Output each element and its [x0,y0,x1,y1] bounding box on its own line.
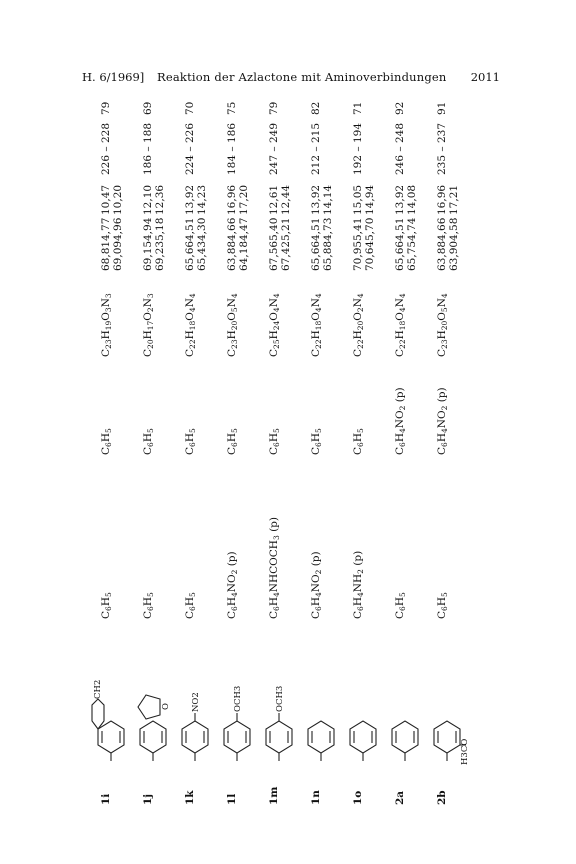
structure-cell [258,655,303,765]
yield-percent: 69 [142,101,154,115]
molecular-formula: $C_{23}H_{20}O_5N_4$ [436,293,449,357]
nitrogen-values: 15,05 14,94 [352,184,376,215]
substituent-label: OCH3 [233,685,243,712]
yield-percent: 79 [268,101,280,115]
hydrogen-values: 4,94 5,18 [142,217,166,241]
substituent-r1: $C_6H_4NO_2$ (p) [310,551,323,619]
hydrogen-values: 5,40 5,21 [268,217,292,241]
yield-percent: 75 [226,101,238,115]
yield-percent: 71 [352,101,364,115]
carbon-values: 63,88 64,18 [226,240,250,271]
substituent-label: H3CO [460,738,470,765]
melting-point: 235 – 237 [436,122,448,175]
carbon-values: 69,15 69,23 [142,240,166,271]
melting-point: 212 – 215 [310,122,322,175]
nitrogen-values: 13,92 14,23 [184,184,208,215]
compound-id: 1m [268,786,280,805]
compound-id: 1o [352,790,364,805]
substituent-r1: $C_6H_4NO_2$ (p) [226,551,239,619]
molecular-formula: $C_{22}H_{18}O_4N_4$ [184,293,197,357]
melting-point: 226 – 228 [100,122,112,175]
compound-id: 1k [184,790,196,805]
molecular-formula: $C_{20}H_{17}O_2N_3$ [142,293,155,357]
structure-cell [300,655,345,765]
substituent-label: NO2 [191,692,201,712]
carbon-values: 65,66 65,88 [310,240,334,271]
hydrogen-values: 4,51 4,30 [184,217,208,241]
nitrogen-values: 12,10 12,36 [142,184,166,215]
structure-drawing [90,655,132,765]
hydrogen-values: 4,51 4,74 [394,217,418,241]
carbon-values: 68,81 69,09 [100,240,124,271]
substituent-r1: $C_6H_5$ [184,592,197,619]
structure-drawing [216,655,258,765]
melting-point: 192 – 194 [352,122,364,175]
substituent-r1: $C_6H_5$ [394,592,407,619]
substituent-r2: $C_6H_5$ [268,428,281,455]
substituent-r2: $C_6H_5$ [310,428,323,455]
nitrogen-values: 10,47 10,20 [100,184,124,215]
substituent-r1: $C_6H_5$ [142,592,155,619]
structure-drawing [384,655,426,765]
compound-id: 1j [142,793,154,805]
table-row [436,85,476,805]
melting-point: 224 – 226 [184,122,196,175]
carbon-values: 67,56 67,42 [268,240,292,271]
molecular-formula: $C_{22}H_{18}O_4N_4$ [394,293,407,357]
structure-drawing [132,655,174,765]
substituent-r2: $C_6H_5$ [226,428,239,455]
journal-issue: H. 6/1969] [82,70,145,84]
substituent-r2: $C_6H_5$ [184,428,197,455]
hydrogen-values: 4,66 4,47 [226,217,250,241]
substituent-label: CH2 [93,679,103,699]
substituent-r2: $C_6H_5$ [352,428,365,455]
substituent-r2: $C_6H_4NO_2$ (p) [394,387,407,455]
molecular-formula: $C_{25}H_{24}O_4N_4$ [268,293,281,357]
compound-id: 1l [226,793,238,805]
structure-drawing [300,655,342,765]
structure-drawing [258,655,300,765]
substituent-r1: $C_6H_5$ [100,592,113,619]
compound-id: 2b [436,790,448,805]
compound-id: 2a [394,790,406,805]
carbon-values: 65,66 65,43 [184,240,208,271]
substituent-label: OCH3 [275,685,285,712]
carbon-values: 70,95 70,64 [352,240,376,271]
substituent-r1: $C_6H_4NHCOCH_3$ (p) [268,516,281,619]
substituent-r2: $C_6H_5$ [100,428,113,455]
running-title: Reaktion der Azlactone mit Aminoverbindungen [157,70,447,84]
structure-drawing [174,655,216,765]
carbon-values: 63,88 63,90 [436,240,460,271]
carbon-values: 65,66 65,75 [394,240,418,271]
substituent-r1: $C_6H_5$ [436,592,449,619]
nitrogen-values: 16,96 17,21 [436,184,460,215]
hydrogen-values: 4,66 4,58 [436,217,460,241]
structure-cell [90,655,135,765]
molecular-formula: $C_{22}H_{18}O_4N_4$ [310,293,323,357]
melting-point: 184 – 186 [226,122,238,175]
molecular-formula: $C_{23}H_{20}O_5N_4$ [226,293,239,357]
melting-point: 246 – 248 [394,122,406,175]
structure-cell [384,655,429,765]
yield-percent: 91 [436,101,448,115]
yield-percent: 82 [310,101,322,115]
compound-id: 1n [310,790,322,805]
substituent-r2: $C_6H_4NO_2$ (p) [436,387,449,455]
hydrogen-values: 4,77 4,96 [100,217,124,241]
structure-cell [216,655,261,765]
structure-cell [426,655,471,765]
molecular-formula: $C_{22}H_{20}O_2N_4$ [352,293,365,357]
molecular-formula: $C_{23}H_{19}O_3N_3$ [100,293,113,357]
compound-table [93,85,480,805]
melting-point: 247 – 249 [268,122,280,175]
structure-drawing [426,655,468,765]
hydrogen-values: 5,41 5,70 [352,217,376,241]
substituent-r2: $C_6H_5$ [142,428,155,455]
yield-percent: 70 [184,101,196,115]
nitrogen-values: 16,96 17,20 [226,184,250,215]
page-number: 2011 [470,70,500,84]
nitrogen-values: 12,61 12,44 [268,184,292,215]
yield-percent: 79 [100,101,112,115]
substituent-label: O [161,703,171,710]
melting-point: 186 – 188 [142,122,154,175]
hydrogen-values: 4,51 4,73 [310,217,334,241]
structure-cell [342,655,387,765]
nitrogen-values: 13,92 14,14 [310,184,334,215]
nitrogen-values: 13,92 14,08 [394,184,418,215]
substituent-r1: $C_6H_4NH_2$ (p) [352,550,365,619]
yield-percent: 92 [394,101,406,115]
structure-drawing [342,655,384,765]
page-header [82,70,500,86]
structure-cell [132,655,177,765]
compound-id: 1i [100,793,112,805]
structure-cell [174,655,219,765]
